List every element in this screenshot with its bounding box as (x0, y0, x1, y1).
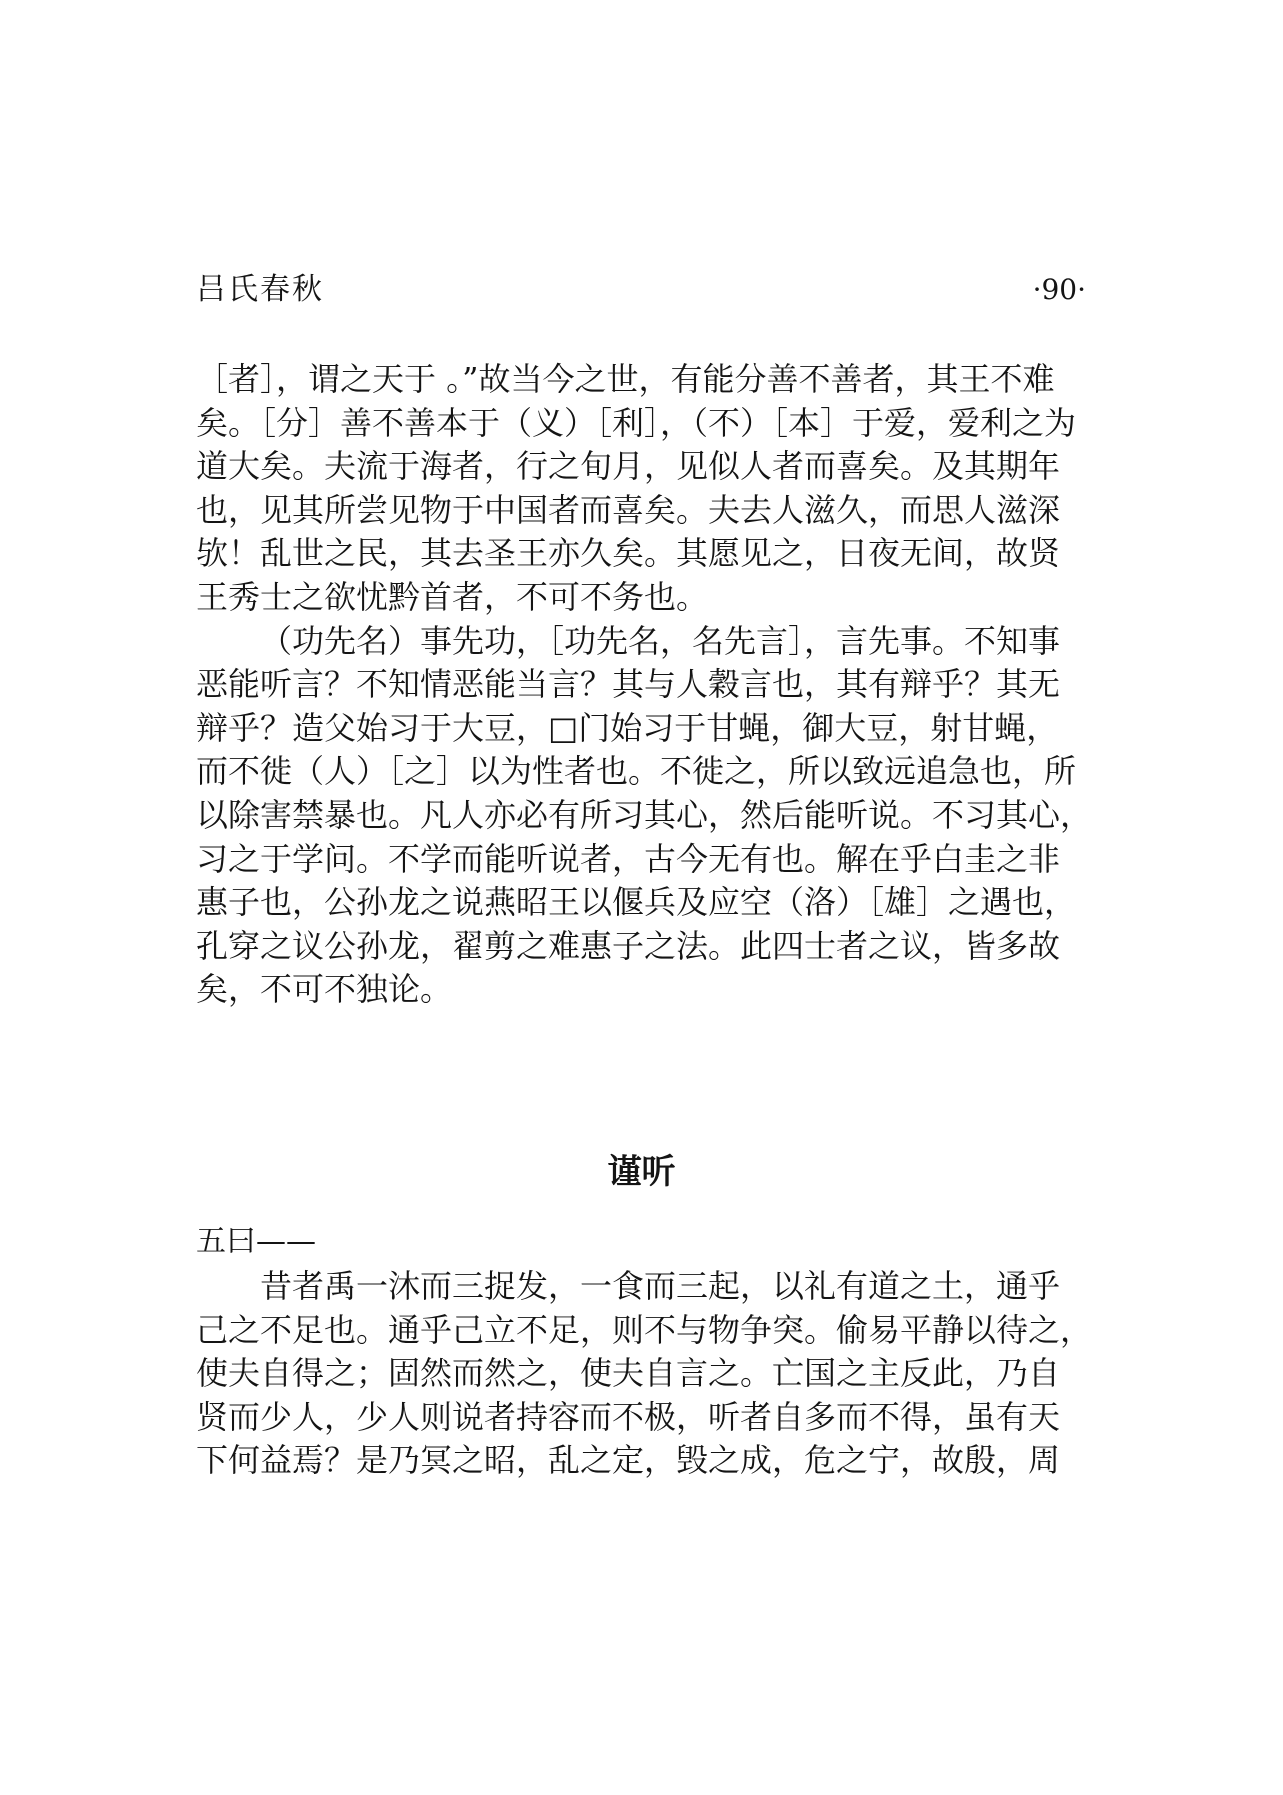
text-line: 贤而少人，少人则说者持容而不极，听者自多而不得，虽有天 (196, 1397, 1061, 1436)
page-number: ·90· (1032, 273, 1086, 306)
text-line: 使夫自得之；固然而然之，使夫自言之。亡国之主反此，乃自 (196, 1354, 1061, 1393)
running-head (196, 268, 1086, 312)
text-line: 道大矣。夫流于海者，行之旬月，见似人者而喜矣。及其期年 (196, 447, 1061, 486)
book-title: 吕氏春秋 (196, 272, 324, 307)
text-line: （功先名）事先功，［功先名，名先言］，言先事。不知事 (260, 621, 1061, 660)
chapter-label: 五曰—— (196, 1224, 316, 1259)
text-line: 下何益焉？是乃冥之昭，乱之定，毁之成，危之宁，故殷，周 (196, 1441, 1061, 1480)
text-line: 矣，不可不独论。 (196, 970, 453, 1009)
body-text-block-2 (196, 1265, 1093, 1483)
text-line: 辩乎？造父始习于大豆，□门始习于甘蝇，御大豆，射甘蝇， (196, 708, 1059, 747)
text-line: 以除害禁暴也。凡人亦必有所习其心，然后能听说。不习其心， (196, 795, 1093, 834)
text-line: 欤！乱世之民，其去圣王亦久矣。其愿见之，日夜无间，故贤 (196, 534, 1061, 573)
text-line: 昔者禹一沐而三捉发，一食而三起，以礼有道之土，通乎 (260, 1267, 1061, 1305)
section-title: 谨听 (607, 1152, 676, 1192)
text-line: 也，见其所尝见物于中国者而喜矣。夫去人滋久，而思人滋深 (196, 490, 1061, 529)
text-line: 而不徙（人）［之］以为性者也。不徙之，所以致远追急也，所 (196, 752, 1077, 791)
text-line: 习之于学问。不学而能听说者，古今无有也。解在乎白圭之非 (196, 839, 1061, 878)
text-line: ［者］，谓之天于 。”故当今之世，有能分善不善者，其王不难 (196, 360, 1055, 398)
text-line: 恶能听言？不知情恶能当言？其与人穀言也，其有辩乎？其无 (196, 665, 1061, 704)
text-line: 己之不足也。通乎己立不足，则不与物争突。偷易平静以待之， (196, 1310, 1093, 1349)
body-text-block-1 (196, 358, 1093, 1012)
text-line: 王秀士之欲忧黔首者，不可不务也。 (196, 577, 709, 616)
text-line: 惠子也，公孙龙之说燕昭王以偃兵及应空（洛）［雄］之遇也， (196, 883, 1077, 922)
text-line: 孔穿之议公孙龙，翟剪之难惠子之法。此四士者之议，皆多故 (196, 926, 1061, 965)
text-line: 矣。［分］善不善本于（义）［利］，（不）［本］于爱，爱利之为 (196, 403, 1077, 442)
